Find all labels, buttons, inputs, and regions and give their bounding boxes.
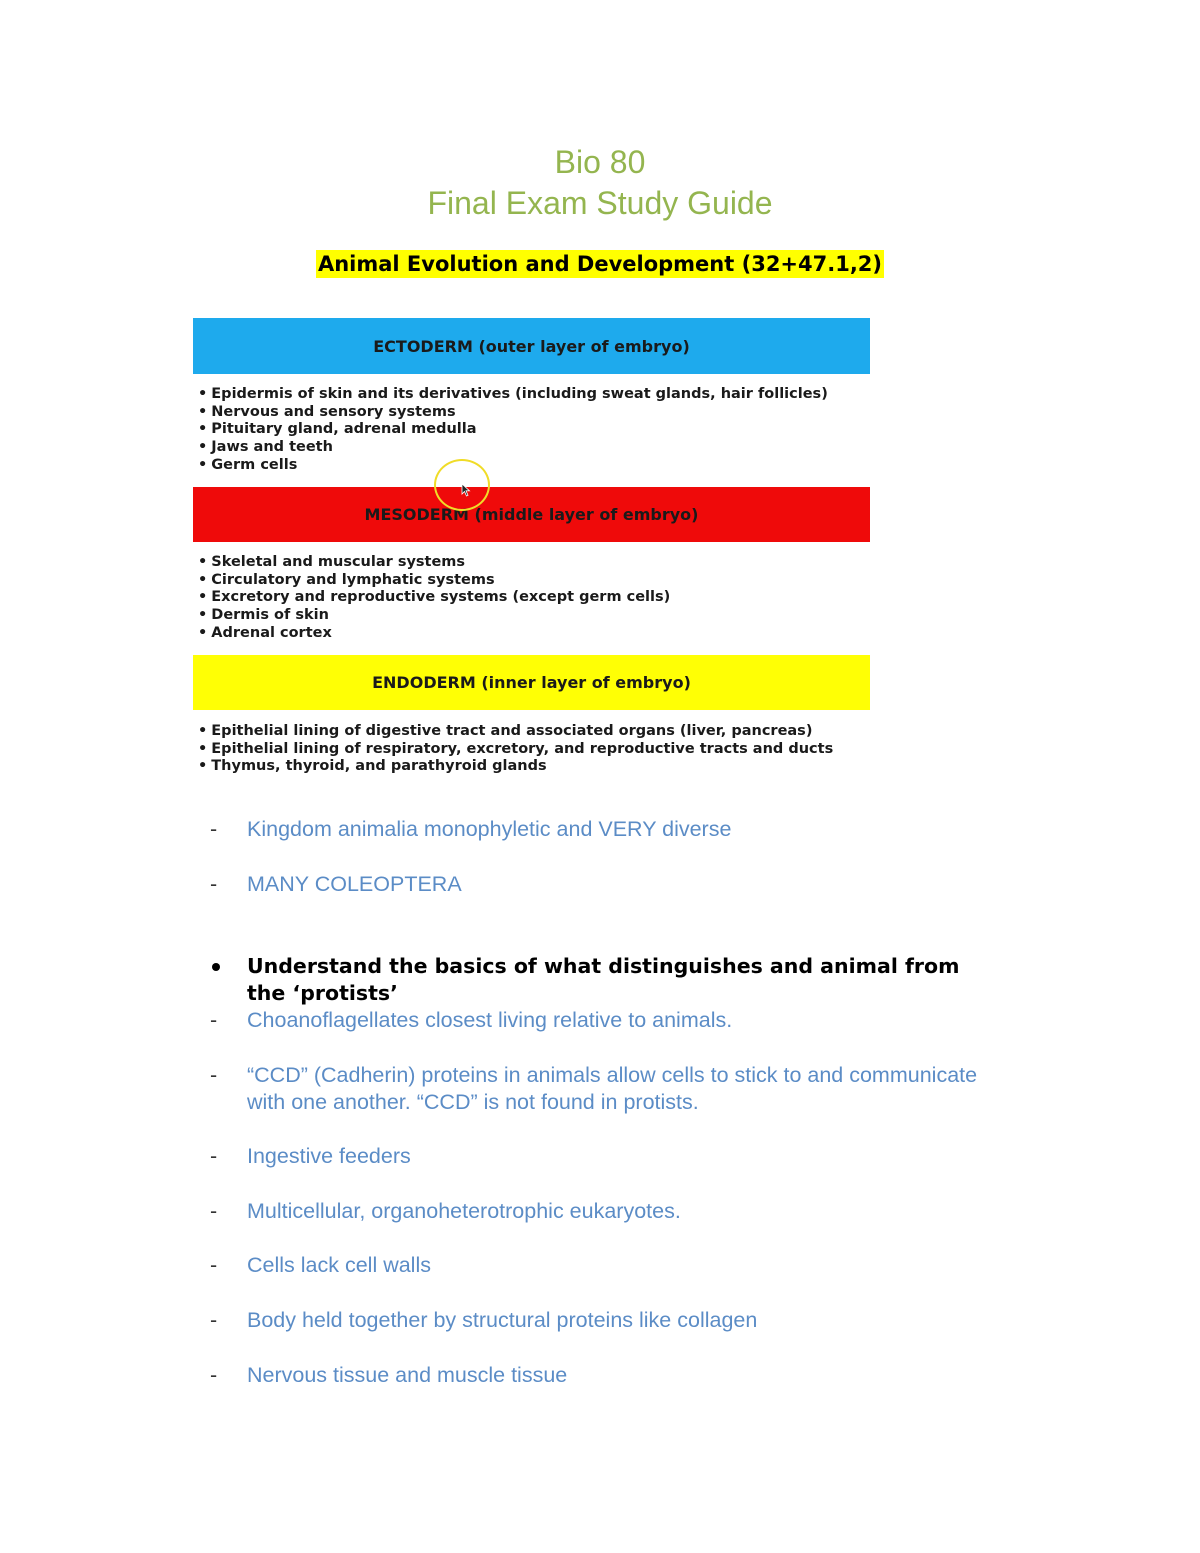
bullet-icon	[212, 963, 220, 971]
answer-text: Ingestive feeders	[247, 1144, 411, 1168]
section-heading: Animal Evolution and Development (32+47.1,2)	[317, 252, 883, 276]
mesoderm-list	[198, 554, 670, 643]
answer-text: “CCD” (Cadherin) proteins in animals allow cells to stick to and communicate with one another. “CCD” is not found in protists.	[247, 1063, 978, 1114]
ectoderm-list	[198, 386, 828, 475]
note-item	[210, 871, 1000, 898]
question-item	[210, 953, 1000, 1007]
endoderm-item: • Epithelial lining of respiratory, excretory, and reproductive tracts and ducts	[198, 741, 833, 759]
note-text: Kingdom animalia monophyletic and VERY diverse	[247, 817, 732, 841]
dash-marker: -	[210, 1308, 218, 1332]
answer-text: Choanoflagellates closest living relative to animals.	[247, 1008, 733, 1032]
answer-text: Nervous tissue and muscle tissue	[247, 1363, 568, 1387]
ectoderm-item: • Germ cells	[198, 457, 828, 475]
dash-marker: -	[210, 817, 218, 841]
note-text: MANY COLEOPTERA	[247, 872, 462, 896]
course-title: Bio 80	[554, 144, 646, 180]
dash-marker: -	[210, 1063, 218, 1087]
germ-layers-figure	[193, 318, 870, 788]
endoderm-list	[198, 723, 833, 776]
answer-text: Multicellular, organoheterotrophic eukaryotes.	[247, 1199, 681, 1223]
section-heading-wrap	[0, 250, 1200, 278]
dash-marker: -	[210, 1363, 218, 1387]
question-text: Understand the basics of what distinguishes and animal from the ‘protists’	[247, 954, 960, 1005]
ectoderm-header: ECTODERM (outer layer of embryo)	[193, 318, 870, 374]
dash-marker: -	[210, 1253, 218, 1277]
ectoderm-item: • Pituitary gland, adrenal medulla	[198, 421, 828, 439]
dash-marker: -	[210, 1199, 218, 1223]
note-item	[210, 816, 1000, 843]
ectoderm-item: • Jaws and teeth	[198, 439, 828, 457]
endoderm-item: • Thymus, thyroid, and parathyroid glands	[198, 758, 833, 776]
mesoderm-header: MESODERM (middle layer of embryo)	[193, 487, 870, 542]
document-title: Final Exam Study Guide	[427, 185, 773, 221]
mesoderm-item: • Adrenal cortex	[198, 625, 670, 643]
answer-text: Cells lack cell walls	[247, 1253, 431, 1277]
answer-item	[210, 1062, 1000, 1116]
mesoderm-item: • Skeletal and muscular systems	[198, 554, 670, 572]
dash-marker: -	[210, 872, 218, 896]
mesoderm-item: • Dermis of skin	[198, 607, 670, 625]
answer-text: Body held together by structural proteins like collagen	[247, 1308, 758, 1332]
answer-item	[210, 1252, 1000, 1279]
mesoderm-item: • Excretory and reproductive systems (except germ cells)	[198, 589, 670, 607]
mouse-pointer-icon	[461, 483, 471, 497]
answer-item	[210, 1307, 1000, 1334]
answer-item	[210, 1362, 1000, 1389]
ectoderm-item: • Epidermis of skin and its derivatives (including sweat glands, hair follicles)	[198, 386, 828, 404]
dash-marker: -	[210, 1008, 218, 1032]
ectoderm-item: • Nervous and sensory systems	[198, 404, 828, 422]
mesoderm-item: • Circulatory and lymphatic systems	[198, 572, 670, 590]
endoderm-header: ENDODERM (inner layer of embryo)	[193, 655, 870, 710]
answer-item	[210, 1007, 1000, 1034]
dash-marker: -	[210, 1144, 218, 1168]
endoderm-item: • Epithelial lining of digestive tract and associated organs (liver, pancreas)	[198, 723, 833, 741]
answer-item	[210, 1143, 1000, 1170]
answer-item	[210, 1198, 1000, 1225]
